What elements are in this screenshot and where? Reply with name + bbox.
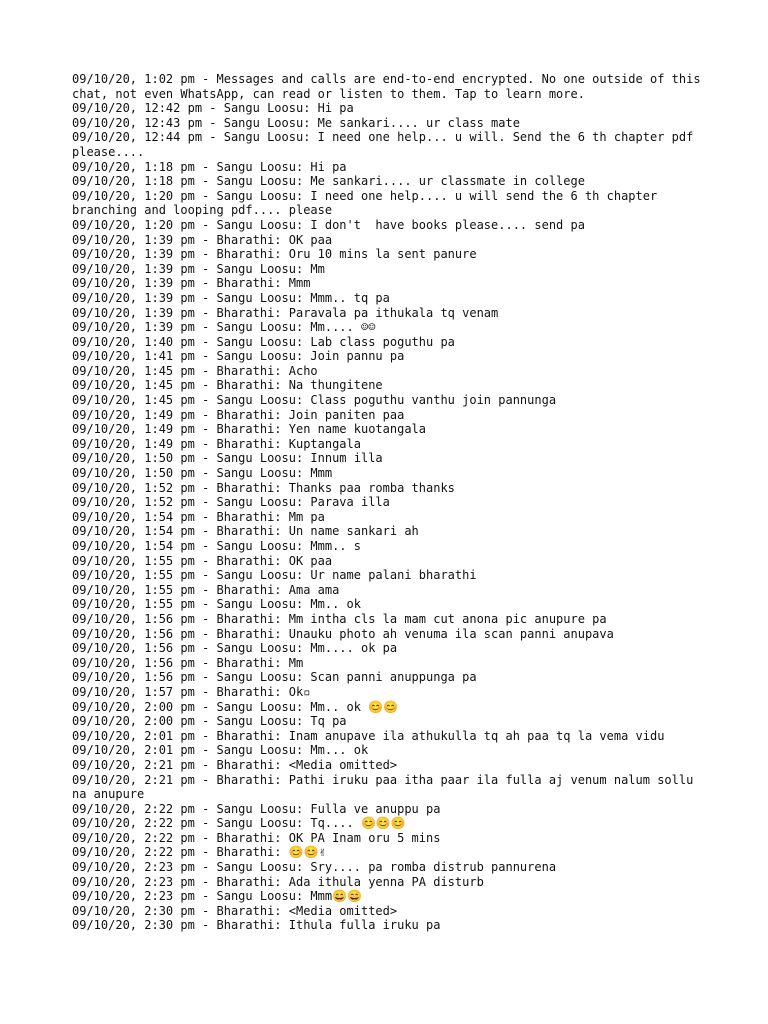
message-line: 09/10/20, 2:23 pm - Sangu Loosu: Mmm😄😄	[72, 889, 362, 904]
message-line: 09/10/20, 2:30 pm - Bharathi: Ithula fulla iruku pa	[72, 918, 441, 933]
message-line: 09/10/20, 1:40 pm - Sangu Loosu: Lab class poguthu pa	[72, 334, 455, 349]
message-line: 09/10/20, 1:45 pm - Bharathi: Na thungitene	[72, 378, 383, 393]
message-line: 09/10/20, 2:23 pm - Sangu Loosu: Sry.... pa romba distrub pannurena	[72, 860, 557, 875]
message-line: 09/10/20, 2:21 pm - Bharathi: Pathi iruku paa itha paar ila fulla aj venum nalum sollu na anupure	[72, 772, 701, 802]
message-line: 09/10/20, 1:56 pm - Sangu Loosu: Scan panni anuppunga pa	[72, 670, 477, 685]
message-line: 09/10/20, 1:52 pm - Sangu Loosu: Parava illa	[72, 495, 390, 510]
message-line: 09/10/20, 1:56 pm - Bharathi: Mm intha cls la mam cut anona pic anupure pa	[72, 611, 607, 626]
message-line: 09/10/20, 1:50 pm - Sangu Loosu: Mmm	[72, 466, 333, 481]
message-line: 09/10/20, 1:54 pm - Sangu Loosu: Mmm.. s	[72, 539, 361, 553]
message-line: 09/10/20, 1:39 pm - Sangu Loosu: Mmm.. tq pa	[72, 290, 390, 305]
message-line: 09/10/20, 1:49 pm - Bharathi: Yen name kuotangala	[72, 422, 427, 437]
message-line: 09/10/20, 2:21 pm - Bharathi: <Media omitted>	[72, 757, 398, 772]
message-line: 09/10/20, 1:45 pm - Bharathi: Acho	[72, 363, 318, 378]
message-line: 09/10/20, 1:56 pm - Sangu Loosu: Mm.... ok pa	[72, 641, 398, 656]
message-line: 09/10/20, 1:50 pm - Sangu Loosu: Innum illa	[72, 451, 383, 466]
message-line: 09/10/20, 2:23 pm - Bharathi: Ada ithula yenna PA disturb	[72, 874, 484, 889]
message-line: 09/10/20, 12:43 pm - Sangu Loosu: Me sankari.... ur class mate	[72, 115, 520, 130]
message-line: 09/10/20, 1:55 pm - Bharathi: Ama ama	[72, 582, 340, 597]
message-line: 09/10/20, 1:52 pm - Bharathi: Thanks paa romba thanks	[72, 480, 455, 495]
message-line: 09/10/20, 1:54 pm - Bharathi: Mm pa	[72, 509, 325, 524]
message-line: 09/10/20, 1:56 pm - Bharathi: Unauku photo ah venuma ila scan panni anupava	[72, 626, 614, 641]
message-line: 09/10/20, 1:39 pm - Sangu Loosu: Mm	[72, 261, 325, 276]
chat-transcript	[72, 72, 708, 933]
message-line: 09/10/20, 1:49 pm - Bharathi: Kuptangala	[72, 436, 361, 451]
message-line: 09/10/20, 1:18 pm - Sangu Loosu: Me sankari.... ur classmate in college	[72, 174, 585, 189]
message-line: 09/10/20, 2:00 pm - Sangu Loosu: Tq pa	[72, 714, 347, 729]
message-line: 09/10/20, 2:22 pm - Sangu Loosu: Fulla ve anuppu pa	[72, 801, 441, 816]
message-line: 09/10/20, 1:02 pm - Messages and calls are end-to-end encrypted. No one outside of this chat, not even WhatsApp, can read or listen to them. Tap to learn more.	[72, 72, 708, 101]
message-line: 09/10/20, 1:20 pm - Sangu Loosu: I don't have books please.... send pa	[72, 217, 585, 232]
message-line: 09/10/20, 2:00 pm - Sangu Loosu: Mm.. ok 😊😊	[72, 699, 399, 714]
message-line: 09/10/20, 1:55 pm - Sangu Loosu: Mm.. ok	[72, 597, 361, 612]
message-line: 09/10/20, 2:01 pm - Sangu Loosu: Mm... ok	[72, 743, 369, 758]
message-line: 09/10/20, 12:44 pm - Sangu Loosu: I need one help... u will. Send the 6 th chapter pdf please....	[72, 130, 701, 159]
message-line: 09/10/20, 1:20 pm - Sangu Loosu: I need one help.... u will send the 6 th chapter branching and looping pdf.... please	[72, 188, 665, 218]
message-line: 09/10/20, 1:39 pm - Bharathi: Mmm	[72, 276, 311, 291]
message-line: 09/10/20, 1:56 pm - Bharathi: Mm	[72, 655, 304, 670]
message-line: 09/10/20, 12:42 pm - Sangu Loosu: Hi pa	[72, 101, 354, 116]
message-line: 09/10/20, 1:54 pm - Bharathi: Un name sankari ah	[72, 524, 419, 539]
message-line: 09/10/20, 1:39 pm - Bharathi: Paravala pa ithukala tq venam	[72, 305, 499, 320]
message-line: 09/10/20, 2:01 pm - Bharathi: Inam anupave ila athukulla tq ah paa tq la vema vidu	[72, 728, 665, 743]
message-line: 09/10/20, 1:39 pm - Bharathi: OK paa	[72, 232, 333, 247]
message-line: 09/10/20, 2:22 pm - Sangu Loosu: Tq.... 😊😊😊	[72, 816, 406, 831]
message-line: 09/10/20, 1:49 pm - Bharathi: Join paniten paa	[72, 407, 405, 422]
message-line: 09/10/20, 1:55 pm - Bharathi: OK paa	[72, 553, 333, 568]
message-line: 09/10/20, 1:39 pm - Sangu Loosu: Mm.... ☺☺	[72, 320, 376, 335]
message-line: 09/10/20, 2:22 pm - Bharathi: OK PA Inam oru 5 mins	[72, 830, 441, 845]
message-line: 09/10/20, 1:41 pm - Sangu Loosu: Join pannu pa	[72, 349, 405, 364]
message-line: 09/10/20, 1:18 pm - Sangu Loosu: Hi pa	[72, 159, 347, 174]
message-line: 09/10/20, 1:57 pm - Bharathi: Ok▫	[72, 684, 311, 699]
message-line: 09/10/20, 2:22 pm - Bharathi: 😊😊✌	[72, 845, 326, 860]
message-line: 09/10/20, 1:39 pm - Bharathi: Oru 10 mins la sent panure	[72, 247, 477, 262]
message-line: 09/10/20, 2:30 pm - Bharathi: <Media omitted>	[72, 903, 398, 918]
message-line: 09/10/20, 1:55 pm - Sangu Loosu: Ur name palani bharathi	[72, 568, 477, 583]
message-line: 09/10/20, 1:45 pm - Sangu Loosu: Class poguthu vanthu join pannunga	[72, 393, 557, 408]
